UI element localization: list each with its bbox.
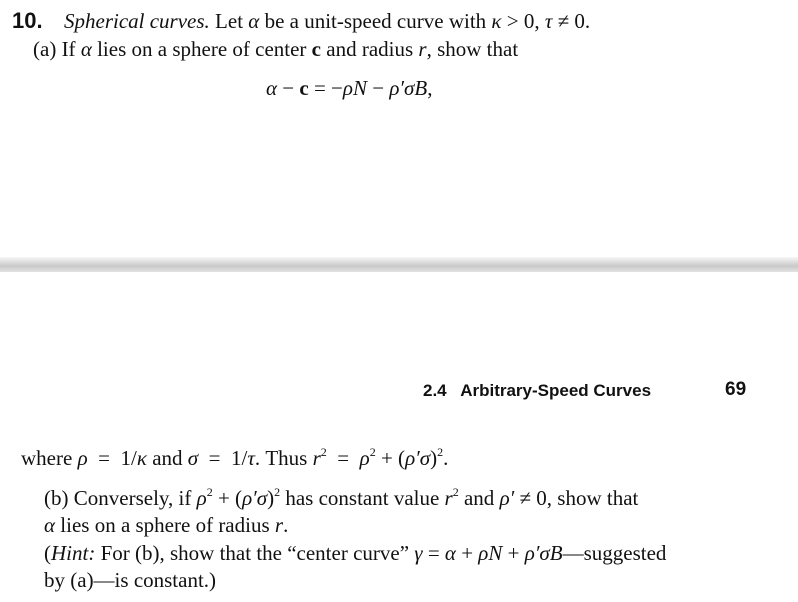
- part-b-line2: α lies on a sphere of radius r.: [44, 513, 289, 537]
- part-a-text: If α lies on a sphere of center c and radius r, show that: [61, 37, 519, 61]
- page-number: 69: [725, 379, 747, 400]
- hint-label: Hint:: [51, 541, 96, 565]
- part-b-line1: (b) Conversely, if $\rho^2 + (\rho'\sigma)^2$ has constant value $r^2$ and ρ′ ≠ 0, show that: [44, 485, 639, 510]
- section-number: 2.4: [423, 381, 447, 400]
- running-head: [423, 381, 651, 401]
- problem-title: Spherical curves.: [64, 9, 210, 33]
- problem-intro-text: Let α be a unit-speed curve with κ > 0, τ ≠ 0.: [215, 9, 591, 33]
- section-title: Arbitrary-Speed Curves: [460, 381, 652, 400]
- page-divider: [0, 257, 798, 272]
- part-a-line: [33, 37, 518, 62]
- part-a-label: (a): [33, 37, 57, 61]
- problem-number: 10.: [12, 8, 43, 33]
- problem-10-line1: [64, 9, 590, 34]
- sphere-equation: α − c = −ρN − ρ′σB,: [266, 76, 433, 100]
- hint-line2: by (a)—is constant.): [44, 568, 217, 592]
- hint-line1: (Hint: For (b), show that the “center curve” γ = α + ρN + ρ′σB—suggested: [44, 541, 667, 565]
- where-line: where ρ = 1/κ and σ = 1/τ. Thus $r^2 = \rho^2 + (\rho'\sigma)^2$.: [21, 445, 449, 470]
- problem-10-heading: [12, 8, 43, 34]
- part-b-label: (b): [44, 486, 69, 510]
